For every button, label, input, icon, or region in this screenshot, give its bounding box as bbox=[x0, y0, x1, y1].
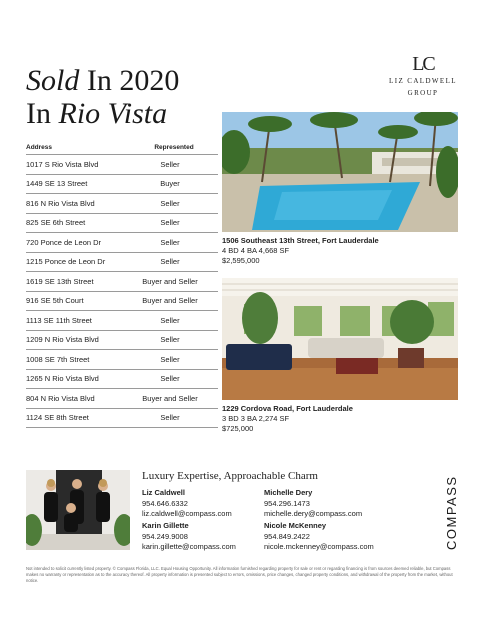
listing-caption-2 bbox=[222, 404, 353, 434]
agent-email: karin.gillette@compass.com bbox=[142, 542, 236, 551]
logo-monogram: LC bbox=[412, 53, 434, 75]
disclaimer: Not intended to solicit currently listed property. © Compass Florida, LLC. Equal Housing Opportunity. All information furnished regarding property for sale or rent or regarding financing is from sources deemed reliable, but Compass makes no warranty or representation as to the accuracy thereof. All property information is presented subject to errors, omissions, price changes, changed property conditions, and withdrawal of the property from the market, without notice. bbox=[26, 566, 453, 583]
table-header bbox=[26, 140, 218, 154]
cell-represented: Seller bbox=[160, 198, 180, 208]
title-sold: Sold bbox=[26, 64, 80, 97]
cell-address: 1215 Ponce de Leon Dr bbox=[26, 257, 106, 267]
team-photo bbox=[26, 470, 130, 550]
cell-represented: Seller bbox=[160, 237, 180, 247]
listing-address: 1229 Cordova Road, Fort Lauderdale bbox=[222, 404, 353, 413]
agent-phone: 954.249.9008 bbox=[142, 531, 188, 541]
agent-contact bbox=[264, 488, 362, 520]
listing-specs: 3 BD 3 BA 2,274 SF bbox=[222, 414, 290, 423]
cell-represented: Buyer and Seller bbox=[142, 296, 198, 306]
cell-represented: Seller bbox=[160, 257, 180, 267]
listing-specs: 4 BD 4 BA 4,668 SF bbox=[222, 246, 290, 255]
cell-represented: Seller bbox=[160, 413, 180, 423]
cell-address: 1017 S Rio Vista Blvd bbox=[26, 159, 99, 169]
cell-represented: Seller bbox=[160, 159, 180, 169]
team-image bbox=[26, 470, 130, 550]
cell-address: 1124 SE 8th Street bbox=[26, 413, 89, 423]
cell-represented: Seller bbox=[160, 335, 180, 345]
table-row bbox=[26, 252, 218, 272]
table-row bbox=[26, 349, 218, 369]
agent-phone: 954.646.6332 bbox=[142, 498, 188, 508]
compass-logo bbox=[440, 470, 462, 552]
table-row bbox=[26, 388, 218, 408]
agent-phone: 954.849.2422 bbox=[264, 531, 310, 541]
table-row bbox=[26, 369, 218, 389]
table-row bbox=[26, 232, 218, 252]
agent-email: michelle.dery@compass.com bbox=[264, 509, 363, 518]
cell-address: 1209 N Rio Vista Blvd bbox=[26, 335, 99, 345]
header-address: Address bbox=[26, 143, 53, 151]
listing-address: 1506 Southeast 13th Street, Fort Lauderdale bbox=[222, 236, 379, 245]
cell-represented: Buyer and Seller bbox=[142, 276, 198, 286]
cell-represented: Buyer bbox=[160, 179, 180, 189]
agent-name: Liz Caldwell bbox=[142, 488, 185, 497]
cell-represented: Seller bbox=[160, 374, 180, 384]
cell-address: 1265 N Rio Vista Blvd bbox=[26, 374, 99, 384]
agent-name: Nicole McKenney bbox=[264, 521, 327, 530]
compass-text: COMPASS bbox=[444, 475, 459, 550]
logo-subname: GROUP bbox=[407, 89, 439, 97]
cell-address: 1619 SE 13th Street bbox=[26, 276, 94, 286]
title-in: In bbox=[26, 97, 59, 130]
sales-table bbox=[26, 140, 218, 428]
pool-image bbox=[222, 112, 458, 232]
table-row bbox=[26, 174, 218, 194]
listing-photo-sunroom bbox=[222, 278, 458, 400]
cell-represented: Seller bbox=[160, 315, 180, 325]
title-place: Rio Vista bbox=[58, 97, 168, 130]
agent-name: Karin Gillette bbox=[142, 521, 189, 530]
sunroom-image bbox=[222, 278, 458, 400]
cell-address: 1008 SE 7th Street bbox=[26, 354, 90, 364]
listing-price: $725,000 bbox=[222, 424, 254, 433]
header-represented: Represented bbox=[154, 143, 194, 151]
listing-price: $2,595,000 bbox=[222, 256, 260, 265]
listing-caption-1 bbox=[222, 236, 379, 266]
page-title bbox=[26, 64, 179, 130]
tagline: Luxury Expertise, Approachable Charm bbox=[142, 470, 318, 482]
table-row bbox=[26, 291, 218, 311]
table-row bbox=[26, 310, 218, 330]
cell-address: 816 N Rio Vista Blvd bbox=[26, 198, 95, 208]
agent-contact bbox=[142, 521, 236, 553]
cell-address: 825 SE 6th Street bbox=[26, 218, 86, 228]
table-row bbox=[26, 154, 218, 174]
table-row bbox=[26, 213, 218, 233]
cell-represented: Seller bbox=[160, 218, 180, 228]
listing-photo-pool bbox=[222, 112, 458, 232]
agent-contact bbox=[264, 521, 374, 553]
agent-contact bbox=[142, 488, 232, 520]
table-row bbox=[26, 330, 218, 350]
table-row bbox=[26, 193, 218, 213]
group-logo bbox=[386, 54, 460, 98]
cell-address: 916 SE 5th Court bbox=[26, 296, 84, 306]
agent-name: Michelle Dery bbox=[264, 488, 313, 497]
cell-address: 1449 SE 13 Street bbox=[26, 179, 88, 189]
table-row bbox=[26, 408, 218, 428]
logo-name: LIZ CALDWELL bbox=[389, 77, 457, 85]
cell-address: 1113 SE 11th Street bbox=[26, 315, 92, 325]
table-row bbox=[26, 271, 218, 291]
title-year: In 2020 bbox=[79, 64, 180, 97]
agent-email: liz.caldwell@compass.com bbox=[142, 509, 232, 518]
agent-phone: 954.296.1473 bbox=[264, 498, 310, 508]
table-bottom-rule bbox=[26, 427, 218, 428]
title-line-2 bbox=[26, 97, 179, 130]
cell-represented: Seller bbox=[160, 354, 180, 364]
agent-email: nicole.mckenney@compass.com bbox=[264, 542, 374, 551]
cell-address: 720 Ponce de Leon Dr bbox=[26, 237, 102, 247]
title-line-1 bbox=[26, 64, 179, 97]
cell-address: 804 N Rio Vista Blvd bbox=[26, 393, 95, 403]
compass-wordmark bbox=[440, 470, 462, 552]
cell-represented: Buyer and Seller bbox=[142, 393, 198, 403]
